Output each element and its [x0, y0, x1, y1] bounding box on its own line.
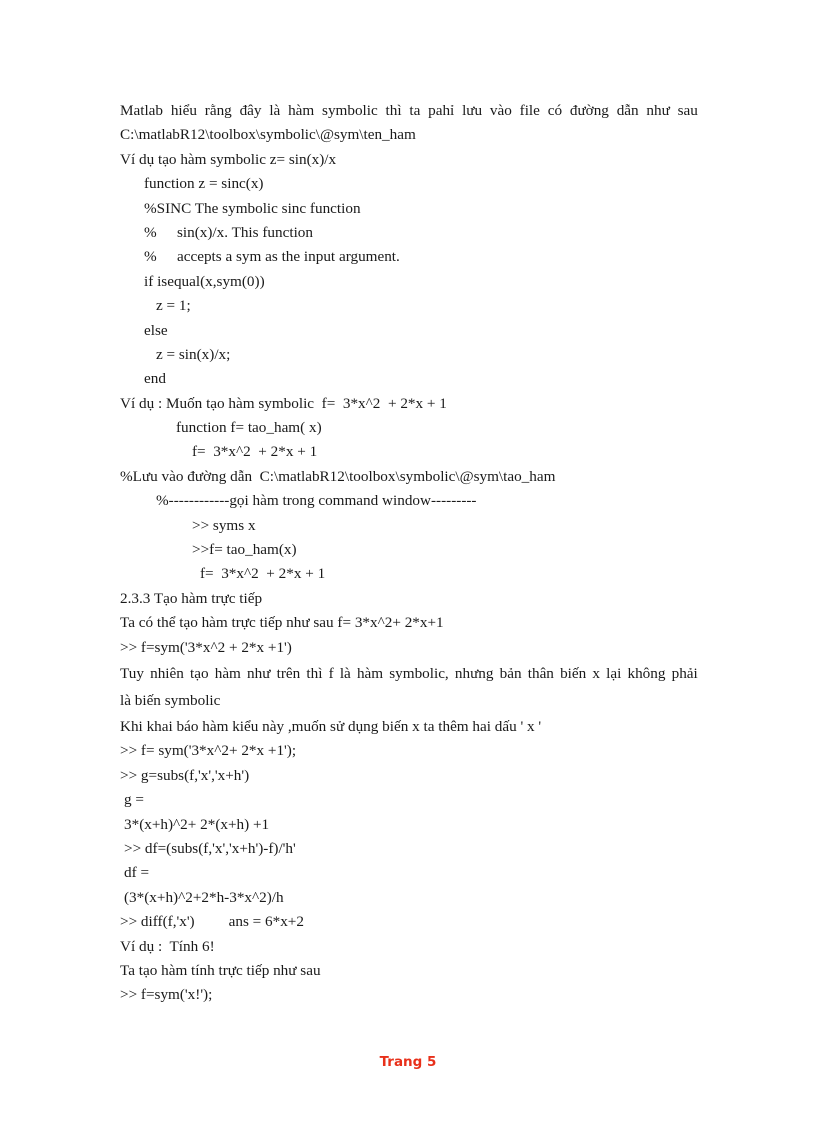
command-line: >> g=subs(f,'x','x+h') — [120, 766, 250, 784]
note-line — [120, 660, 698, 688]
word: thì — [306, 664, 323, 682]
command-line: >>f= tao_ham(x) — [192, 541, 297, 559]
word: Matlab — [120, 102, 164, 119]
word: file — [519, 102, 540, 119]
word: symbolic, — [389, 664, 449, 682]
code-comment — [120, 245, 698, 269]
word: vào — [489, 102, 512, 119]
word: như — [247, 664, 271, 682]
code-line: f= 3*x^2 + 2*x + 1 — [192, 443, 318, 461]
command-text: >> diff(f,'x') — [120, 913, 195, 931]
word: thân — [527, 664, 554, 682]
command-line — [120, 910, 698, 934]
word: hiểu — [170, 102, 197, 119]
code-line: else — [144, 321, 168, 339]
word: pahỉ — [428, 102, 455, 119]
word: hàm — [288, 102, 315, 119]
paragraph-line: Khi khai báo hàm kiểu này ,muốn sử dụng biến x ta thêm hai dấu ' x ' — [120, 717, 542, 735]
example-heading: Ví dụ : Muốn tạo hàm symbolic f= 3*x^2 + 2*x + 1 — [120, 394, 447, 412]
code-comment: %SINC The symbolic sinc function — [144, 199, 361, 217]
word: lưu — [462, 102, 483, 119]
command-line: >> f= sym('3*x^2+ 2*x +1'); — [120, 742, 297, 760]
path-line: C:\matlabR12\toolbox\symbolic\@sym\ten_ham — [120, 126, 416, 144]
word: nhưng — [454, 664, 494, 682]
word: dẫn — [616, 102, 639, 119]
word: bản — [499, 664, 522, 682]
command-line: >> syms x — [192, 516, 256, 534]
code-line: end — [144, 370, 166, 388]
command-output: (3*(x+h)^2+2*h-3*x^2)/h — [124, 888, 284, 906]
paragraph-line: Ta tạo hàm tính trực tiếp như sau — [120, 961, 321, 979]
example-heading: Ví dụ : Tính 6! — [120, 937, 215, 955]
word: Tuy — [120, 664, 144, 682]
word: đây — [239, 102, 262, 119]
command-line: >> f=sym('3*x^2 + 2*x +1') — [120, 638, 292, 656]
word: có — [547, 102, 563, 119]
path-note: %Lưu vào đường dẫn C:\matlabR12\toolbox\symbolic\@sym\tao_ham — [120, 467, 556, 485]
word: không — [627, 664, 666, 682]
word: là — [269, 102, 281, 119]
code-line: if isequal(x,sym(0)) — [144, 272, 265, 290]
word: symbolic — [322, 102, 378, 119]
paragraph-line: Ta có thể tạo hàm trực tiếp như sau f= 3*x^2+ 2*x+1 — [120, 614, 444, 632]
comment-mark: % — [144, 223, 157, 241]
comment-text: accepts a sym as the input argument. — [177, 248, 400, 266]
intro-line — [120, 99, 698, 123]
word: sau — [677, 102, 698, 119]
code-comment — [120, 221, 698, 245]
section-heading: 2.3.3 Tạo hàm trực tiếp — [120, 589, 263, 607]
word: lại — [606, 664, 622, 682]
word: là — [339, 664, 351, 682]
word: đường — [569, 102, 609, 119]
word: hàm — [356, 664, 384, 682]
word: nhiên — [150, 664, 184, 682]
command-output: df = — [124, 864, 150, 882]
command-line: >> df=(subs(f,'x','x+h')-f)/'h' — [124, 839, 296, 857]
word: phải — [671, 664, 698, 682]
word: như — [646, 102, 670, 119]
word: trên — [276, 664, 301, 682]
code-line: z = 1; — [156, 297, 191, 315]
word: x — [592, 664, 600, 682]
word: f — [328, 664, 334, 682]
document-body — [120, 99, 698, 1008]
word: ta — [409, 102, 421, 119]
code-line: function f= tao_ham( x) — [176, 419, 322, 437]
comment-mark: % — [144, 248, 157, 266]
word: thì — [385, 102, 402, 119]
command-output: g = — [124, 791, 144, 809]
example-heading: Ví dụ tạo hàm symbolic z= sin(x)/x — [120, 150, 337, 168]
code-comment: %------------gọi hàm trong command window--------- — [156, 492, 477, 510]
command-result: ans = 6*x+2 — [228, 913, 304, 931]
page-number: Trang 5 — [379, 1054, 437, 1070]
paragraph-line: là biến symbolic — [120, 692, 221, 710]
code-line: z = sin(x)/x; — [156, 345, 231, 363]
command-line: >> f=sym('x!'); — [120, 986, 213, 1004]
command-output: 3*(x+h)^2+ 2*(x+h) +1 — [124, 815, 270, 833]
word: hàm — [214, 664, 241, 682]
code-line: function z = sinc(x) — [144, 175, 264, 193]
word: rằng — [204, 102, 232, 119]
word: tạo — [190, 664, 209, 682]
word: biến — [560, 664, 587, 682]
command-output: f= 3*x^2 + 2*x + 1 — [200, 565, 326, 583]
comment-text: sin(x)/x. This function — [177, 223, 313, 241]
